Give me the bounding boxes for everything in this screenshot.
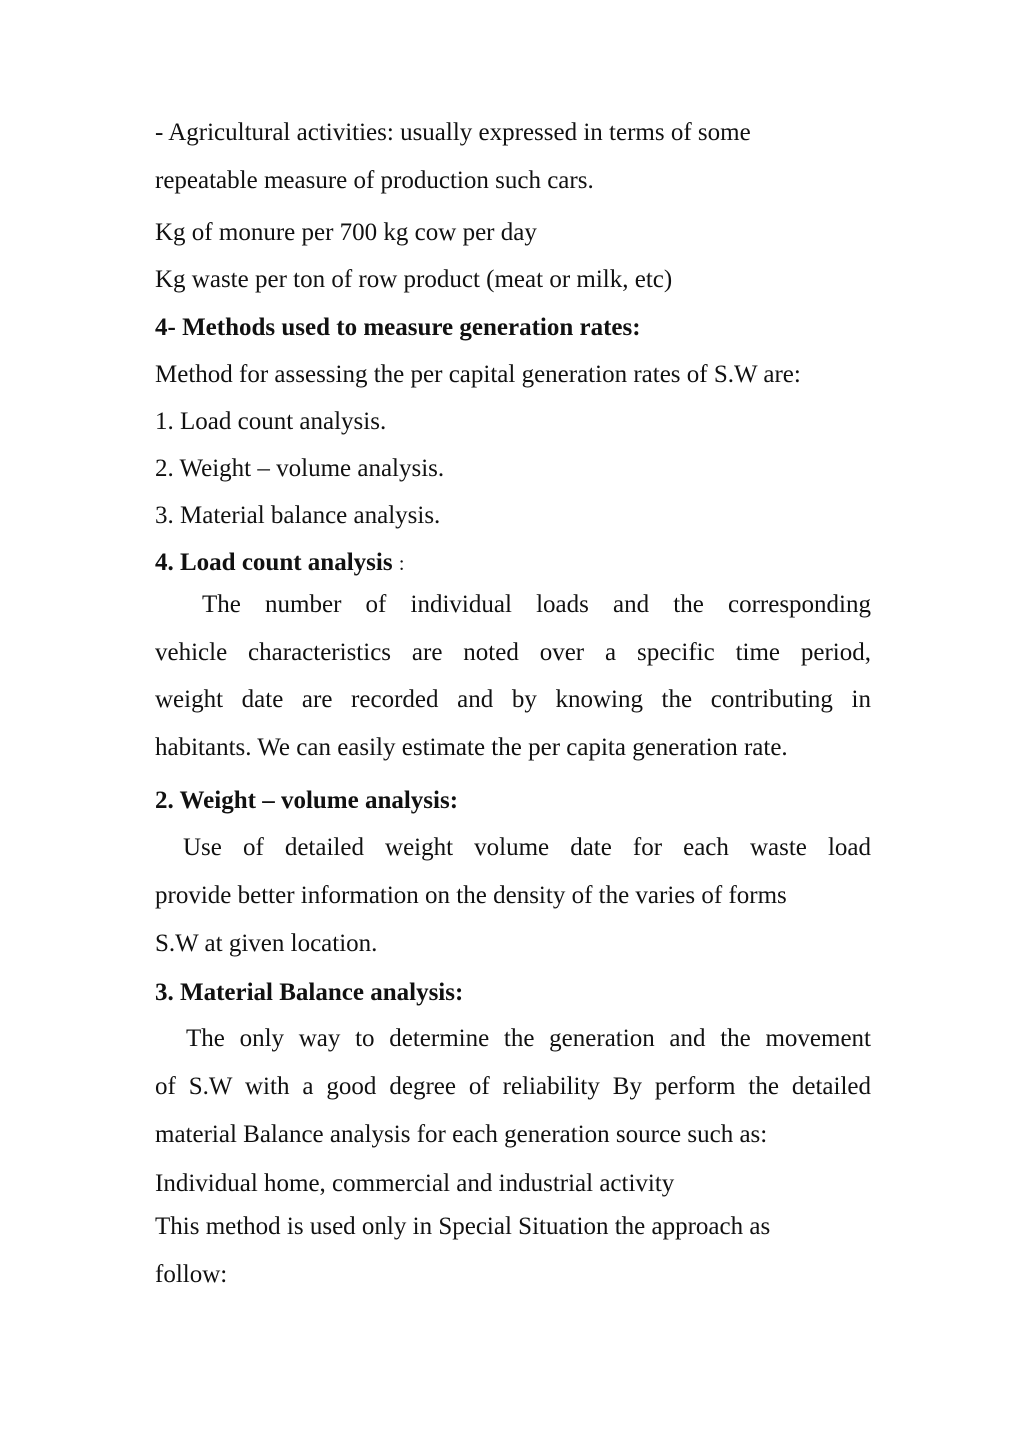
list-item: 3. Material balance analysis. <box>155 502 441 529</box>
section-heading: 2. Weight – volume analysis: <box>155 787 459 814</box>
text-line: Kg waste per ton of row product (meat or milk, etc) <box>155 266 673 293</box>
paragraph-line: S.W at given location. <box>155 930 378 957</box>
text-line: Kg of monure per 700 kg cow per day <box>155 219 537 246</box>
list-item: 1. Load count analysis. <box>155 408 387 435</box>
list-item: 2. Weight – volume analysis. <box>155 455 445 482</box>
paragraph-line: Individual home, commercial and industrial activity <box>155 1170 675 1197</box>
section-heading: 4- Methods used to measure generation rates: <box>155 314 641 341</box>
paragraph-line: provide better information on the density of the varies of forms <box>155 882 787 909</box>
section-heading-row <box>155 548 404 579</box>
paragraph-line: This method is used only in Special Situation the approach as <box>155 1213 771 1240</box>
section-heading: 4. Load count analysis <box>155 549 393 576</box>
paragraph-line: Use of detailed weight volume date for each waste load <box>183 834 871 861</box>
text-line: - Agricultural activities: usually expressed in terms of some <box>155 119 751 146</box>
heading-colon: : <box>398 553 405 575</box>
section-heading: 3. Material Balance analysis: <box>155 979 464 1006</box>
paragraph-line: The number of individual loads and the corresponding <box>202 591 871 618</box>
paragraph-line: The only way to determine the generation and the movement <box>186 1025 871 1052</box>
paragraph-line: follow: <box>155 1261 228 1288</box>
paragraph-line: habitants. We can easily estimate the per capita generation rate. <box>155 734 788 761</box>
text-line: repeatable measure of production such cars. <box>155 167 594 194</box>
text-line: Method for assessing the per capital generation rates of S.W are: <box>155 361 801 388</box>
paragraph-line: of S.W with a good degree of reliability By perform the detailed <box>155 1073 871 1100</box>
paragraph-line: weight date are recorded and by knowing the contributing in <box>155 686 871 713</box>
paragraph-line: vehicle characteristics are noted over a specific time period, <box>155 639 871 666</box>
paragraph-line: material Balance analysis for each generation source such as: <box>155 1121 768 1148</box>
